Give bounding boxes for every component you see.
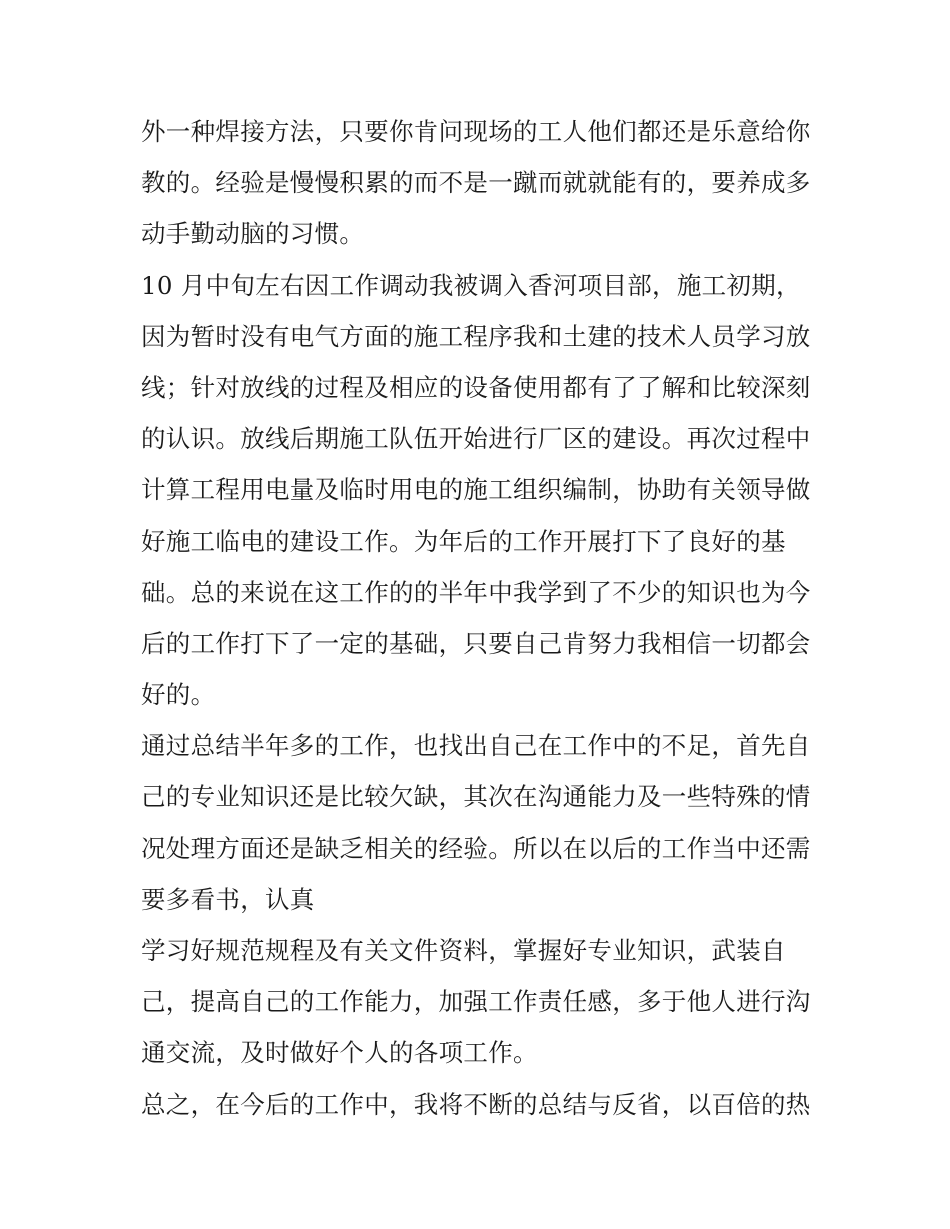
text-line: 后的工作打下了一定的基础，只要自己肯努力我相信一切都会 xyxy=(141,628,811,658)
text-line: 线；针对放线的过程及相应的设备使用都有了了解和比较深刻 xyxy=(141,372,811,402)
text-line: 计算工程用电量及临时用电的施工组织编制，协助有关领导做 xyxy=(141,475,811,505)
document-body xyxy=(141,106,821,1130)
text-line: 学习好规范规程及有关文件资料，掌握好专业知识，武装自 xyxy=(141,936,786,965)
text-line: 己的专业知识还是比较欠缺，其次在沟通能力及一些特殊的情 xyxy=(141,782,811,812)
text-line: 好施工临电的建设工作。为年后的工作开展打下了良好的基 xyxy=(141,526,786,556)
text-line: 础。总的来说在这工作的的半年中我学到了不少的知识也为今 xyxy=(141,577,811,607)
text-line: 要多看书，认真 xyxy=(141,884,315,914)
text-line: 况处理方面还是缺乏相关的经验。所以在以后的工作当中还需 xyxy=(141,833,811,863)
text-line: 动手勤动脑的习惯。 xyxy=(141,219,365,249)
text-line: 总之，在今后的工作中，我将不断的总结与反省，以百倍的热 xyxy=(141,1089,811,1119)
text-line: 通交流，及时做好个人的各项工作。 xyxy=(141,1038,538,1068)
text-line: 因为暂时没有电气方面的施工程序我和土建的技术人员学习放 xyxy=(141,321,811,351)
text-line: 的认识。放线后期施工队伍开始进行厂区的建设。再次过程中 xyxy=(141,424,811,454)
text-line: 好的。 xyxy=(141,680,216,710)
text-line: 外一种焊接方法，只要你肯问现场的工人他们都还是乐意给你 xyxy=(141,117,811,146)
text-line: 通过总结半年多的工作，也找出自己在工作中的不足，首先自 xyxy=(141,731,811,761)
text-line: 10 月中旬左右因工作调动我被调入香河项目部，施工初期， xyxy=(141,270,801,300)
text-line: 己，提高自己的工作能力，加强工作责任感，多于他人进行沟 xyxy=(141,987,811,1017)
text-line: 教的。经验是慢慢积累的而不是一蹴而就就能有的，要养成多 xyxy=(141,168,811,198)
